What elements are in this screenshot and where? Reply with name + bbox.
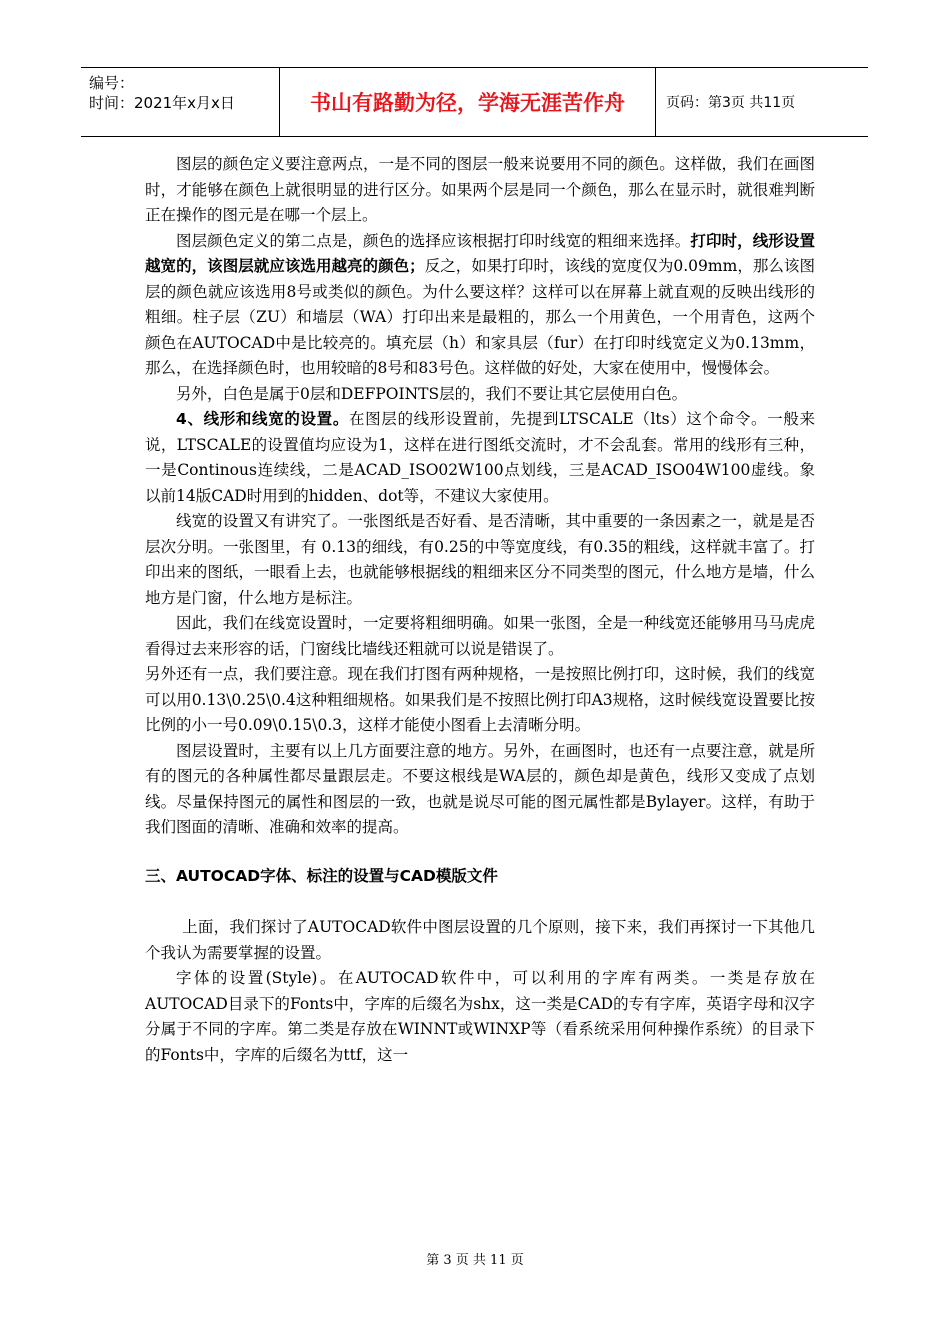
paragraph-color-rule: [145, 229, 815, 382]
paragraph: 上面，我们探讨了AUTOCAD软件中图层设置的几个原则，接下来，我们再探讨一下其他几个我认为需要掌握的设置。: [145, 918, 815, 962]
section-title: 三、AUTOCAD字体、标注的设置与CAD模版文件: [145, 866, 498, 885]
spacer: [145, 889, 815, 915]
page-header: [81, 67, 868, 137]
number-label: 编号：: [89, 74, 135, 92]
paragraph-text: 反之，如果打印时，该线的宽度仅为0.09mm，那么该图层的颜色就应该选用8号或类似的颜色。为什么要这样？这样可以在屏幕上就直观的反映出线形的粗细。柱子层（ZU）和墙层（WA）打印出来是最粗的，那么一个用黄色，一个用青色，这两个颜色在AUTOCAD中是比较亮的。填充层（h）和家具层（fur）在打印时线宽定义为0.13mm，那么，在选择颜色时，也用较暗的8号和83号色。这样做的好处，大家在使用中，慢慢体会。: [145, 257, 815, 377]
page-footer: 第 3 页 共 11 页: [426, 1253, 524, 1268]
paragraph-text: 图层颜色定义的第二点是，颜色的选择应该根据打印时线宽的粗细来选择。: [176, 231, 691, 250]
paragraph: 字体的设置(Style)。在AUTOCAD软件中，可以利用的字库有两类。一类是存放在AUTOCAD目录下的Fonts中，字库的后缀名为shx，这一类是CAD的专有字库，英语字母和汉字分属于不同的字库。第二类是存放在WINNT或WINXP等（看系统采用何种操作系统）的目录下的Fonts中，字库的后缀名为ttf，这一: [145, 969, 815, 1064]
paragraph: 另外还有一点，我们要注意。现在我们打图有两种规格，一是按照比例打印，这时候，我们的线宽可以用0.13\0.25\0.4这种粗细规格。如果我们是不按照比例打印A3规格，这时候线宽设置要比按比例的小一号0.09\0.15\0.3，这样才能使小图看上去清晰分明。: [145, 665, 815, 734]
paragraph: 图层的颜色定义要注意两点，一是不同的图层一般来说要用不同的颜色。这样做，我们在画图时，才能够在颜色上就很明显的进行区分。如果两个层是同一个颜色，那么在显示时，就很难判断正在操作的图元是在哪一个层上。: [145, 155, 815, 224]
header-meta: [81, 68, 280, 136]
header-page-info: [656, 68, 868, 136]
bold-emphasis: 打印时，线形设置越宽的，该图层就应该选用越亮的颜色；: [145, 231, 815, 275]
motto-text: 书山有路勤为径，学海无涯苦作舟: [310, 91, 625, 115]
paragraph: 线宽的设置又有讲究了。一张图纸是否好看、是否清晰，其中重要的一条因素之一，就是是否层次分明。一张图里，有 0.13的细线，有0.25的中等宽度线，有0.35的粗线，这样就丰富了。打印出来的图纸，一眼看上去，也就能够根据线的粗细来区分不同类型的图元，什么地方是墙，什么地方是门窗，什么地方是标注。: [145, 512, 815, 607]
header-motto: [280, 68, 656, 136]
page-info-text: 页码：第3页 共11页: [666, 95, 796, 111]
paragraph: 图层设置时，主要有以上几方面要注意的地方。另外，在画图时，也还有一点要注意，就是所有的图元的各种属性都尽量跟层走。不要这根线是WA层的，颜色却是黄色，线形又变成了点划线。尽量保持图元的属性和图层的一致，也就是说尽可能的图元属性都是Bylayer。这样，有助于我们图面的清晰、准确和效率的提高。: [145, 741, 815, 836]
subheading: 4、线形和线宽的设置。: [176, 410, 349, 428]
document-body: [145, 152, 815, 1068]
paragraph: 另外，白色是属于0层和DEFPOINTS层的，我们不要让其它层使用白色。: [176, 384, 688, 403]
paragraph: 因此，我们在线宽设置时，一定要将粗细明确。如果一张图，全是一种线宽还能够用马马虎虎看得过去来形容的话，门窗线比墙线还粗就可以说是错误了。: [145, 614, 815, 658]
paragraph-linetype: [145, 407, 815, 509]
spacer: [145, 841, 815, 864]
paragraph-text: 在图层的线形设置前，先提到LTSCALE（lts）这个命令。一般来说，LTSCALE的设置值均应设为1，这样在进行图纸交流时，才不会乱套。常用的线形有三种，一是Continous连续线，二是ACAD_ISO02W100点划线，三是ACAD_ISO04W100虚线。象以前14版CAD时用到的hidden、dot等，不建议大家使用。: [145, 410, 815, 505]
time-label: 时间：2021年x月x日: [89, 94, 235, 112]
